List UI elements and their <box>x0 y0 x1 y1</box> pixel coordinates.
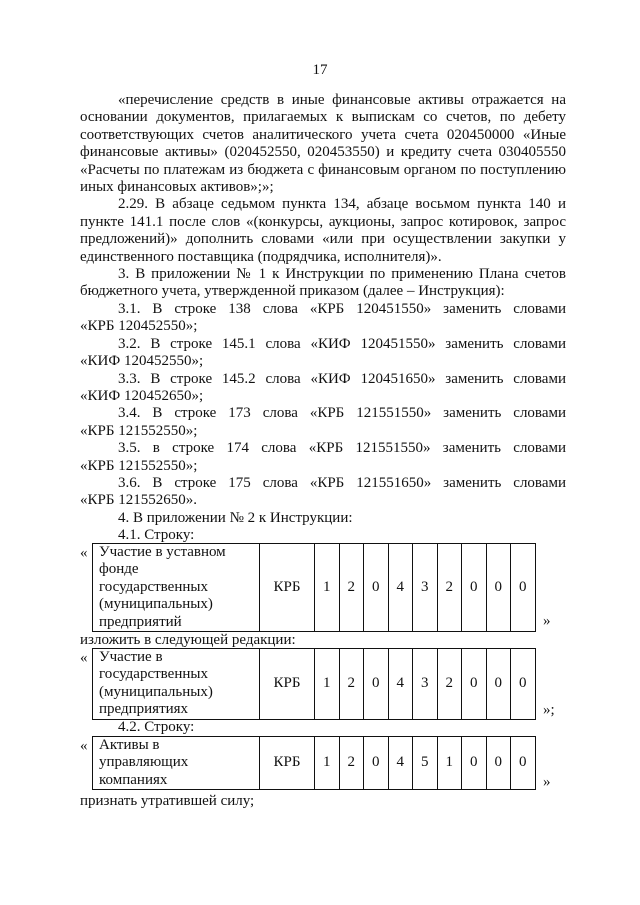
table-cell-digit: 1 <box>315 544 340 632</box>
quote-block-2 <box>80 648 566 720</box>
name-line: компаниях <box>99 771 168 788</box>
kbk-table-3 <box>92 736 536 790</box>
item-line: 3.5. в строке 174 слова «КРБ 121551550» заменить словами <box>118 440 566 457</box>
table-cell-digit: 0 <box>511 737 536 790</box>
table-cell-digit: 0 <box>462 544 487 632</box>
paragraph-line: основании документов, прилагаемых к выпискам со счетов, по дебету <box>80 109 566 126</box>
kbk-table-1 <box>92 543 536 632</box>
table-cell-digit: 2 <box>339 737 364 790</box>
quote-block-3 <box>80 736 566 792</box>
table-cell-name <box>93 649 260 720</box>
name-line: (муниципальных) <box>99 683 213 700</box>
table-cell-digit: 0 <box>486 649 511 720</box>
table-cell-digit: 0 <box>486 737 511 790</box>
paragraph-line: единственного поставщика (подрядчика, исполнителя)». <box>80 248 442 265</box>
paragraph-line: предложений)» дополнить словами «или при осуществлении закупки у <box>80 231 566 248</box>
page-number: 17 <box>312 62 328 78</box>
table-cell-type: КРБ <box>260 544 315 632</box>
table-cell-digit: 0 <box>462 737 487 790</box>
item-line: 3.6. В строке 175 слова «КРБ 121551650» заменить словами <box>118 474 566 491</box>
paragraph-line: финансовые активы» (020452550, 020453550) и кредиту счета 030405550 <box>80 144 566 161</box>
table-cell-digit: 4 <box>388 737 413 790</box>
table-cell-digit: 2 <box>339 649 364 720</box>
table-cell-digit: 2 <box>437 649 462 720</box>
quote-block-1 <box>80 543 566 631</box>
table-cell-digit: 3 <box>413 649 438 720</box>
table-row <box>93 544 536 632</box>
table-row <box>93 649 536 720</box>
table-cell-digit: 3 <box>413 544 438 632</box>
item-line: «КРБ 121552550»; <box>80 457 198 474</box>
name-line: государственных <box>99 578 208 595</box>
quote-close: »; <box>543 702 555 718</box>
table-cell-digit: 0 <box>462 649 487 720</box>
quote-close: » <box>543 613 551 629</box>
quote-open: « <box>80 545 88 561</box>
item-line: 3.1. В строке 138 слова «КРБ 120451550» заменить словами <box>118 300 566 317</box>
item-line: 3.3. В строке 145.2 слова «КИФ 120451650» заменить словами <box>118 370 566 387</box>
table-cell-digit: 0 <box>364 544 389 632</box>
paragraph-line: 3. В приложении № 1 к Инструкции по применению Плана счетов <box>118 266 566 283</box>
name-line: государственных <box>99 666 208 683</box>
table-cell-digit: 0 <box>364 649 389 720</box>
quote-close: » <box>543 774 551 790</box>
name-line: управляющих <box>99 754 189 771</box>
item-line: 3.2. В строке 145.1 слова «КИФ 120451550» заменить словами <box>118 335 566 352</box>
table-row <box>93 737 536 790</box>
paragraph-line: 2.29. В абзаце седьмом пункта 134, абзаце восьмом пункта 140 и <box>118 196 566 213</box>
paragraph-line: «перечисление средств в иные финансовые активы отражается на <box>118 92 566 108</box>
name-line: предприятиях <box>99 701 189 718</box>
paragraph-line: «Расчеты по платежам из бюджета с финансовым органом по поступлению <box>80 161 566 178</box>
kbk-table-2 <box>92 648 536 720</box>
table-cell-type: КРБ <box>260 737 315 790</box>
item-line: 3.4. В строке 173 слова «КРБ 121551550» заменить словами <box>118 405 566 422</box>
table-cell-digit: 0 <box>364 737 389 790</box>
table-cell-digit: 2 <box>437 544 462 632</box>
paragraph-line: соответствующих счетов аналитического учета счета 020450000 «Иные <box>80 126 566 143</box>
item-line: «КИФ 120452650»; <box>80 387 204 404</box>
item-line: «КИФ 120452550»; <box>80 353 204 370</box>
item-line: «КРБ 121552550»; <box>80 422 198 439</box>
void-instruction: признать утратившей силу; <box>80 793 255 809</box>
item-line: «КРБ 121552650». <box>80 492 197 509</box>
table-cell-digit: 4 <box>388 649 413 720</box>
item-line: «КРБ 120452550»; <box>80 318 198 335</box>
quote-open: « <box>80 650 88 666</box>
table-cell-digit: 1 <box>437 737 462 790</box>
section-heading: 4. В приложении № 2 к Инструкции: <box>118 509 353 526</box>
paragraph-line: иных финансовых активов»;»; <box>80 179 274 196</box>
name-line: Участие в уставном <box>99 544 226 560</box>
subsection-heading: 4.1. Строку: <box>118 527 195 544</box>
table-cell-digit: 1 <box>315 737 340 790</box>
table-cell-digit: 0 <box>511 544 536 632</box>
table-cell-digit: 2 <box>339 544 364 632</box>
name-line: фонде <box>99 561 139 578</box>
name-line: Участие в <box>99 649 163 665</box>
paragraph-line: бюджетного учета, утвержденной приказом (далее – Инструкция): <box>80 283 505 300</box>
table-cell-name <box>93 544 260 632</box>
table-cell-digit: 5 <box>413 737 438 790</box>
table-cell-digit: 1 <box>315 649 340 720</box>
table-cell-name <box>93 737 260 790</box>
subsection-heading: 4.2. Строку: <box>118 719 195 735</box>
paragraph-line: пункте 141.1 после слов «(конкурсы, аукционы, запрос котировок, запрос <box>80 213 566 230</box>
table-cell-digit: 4 <box>388 544 413 632</box>
name-line: (муниципальных) <box>99 596 213 613</box>
table-cell-digit: 0 <box>511 649 536 720</box>
table-cell-digit: 0 <box>486 544 511 632</box>
name-line: Активы в <box>99 737 160 753</box>
quote-open: « <box>80 738 88 754</box>
name-line: предприятий <box>99 613 182 630</box>
table-cell-type: КРБ <box>260 649 315 720</box>
replace-instruction: изложить в следующей редакции: <box>80 632 296 648</box>
body-text <box>80 92 566 545</box>
